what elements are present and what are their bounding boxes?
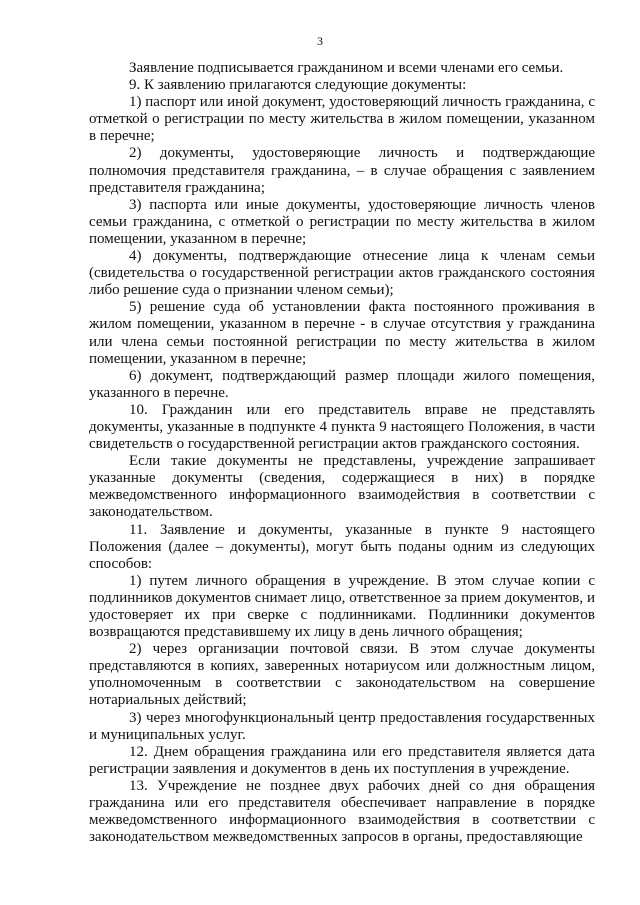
paragraph-item-10-note: Если такие документы не представлены, учреждение запрашивает указанные документы (сведения, содержащиеся в них) в порядке межведомственного информационного взаимодействия в соответствии с законодательством. — [89, 453, 595, 521]
paragraph-item-9-3: 3) паспорта или иные документы, удостоверяющие личность членов семьи гражданина, с отметкой о регистрации по месту жительства в жилом помещении, указанном в перечне; — [89, 196, 595, 247]
paragraph-item-12: 12. Днем обращения гражданина или его представителя является дата регистрации заявления и документов в день их поступления в учреждение. — [89, 743, 595, 777]
document-body — [89, 60, 595, 846]
paragraph-item-9: 9. К заявлению прилагаются следующие документы: — [129, 77, 467, 94]
paragraph-item-9-6: 6) документ, подтверждающий размер площади жилого помещения, указанного в перечне. — [89, 367, 595, 401]
paragraph-item-13: 13. Учреждение не позднее двух рабочих дней со дня обращения гражданина или его представителя обеспечивает направление в порядке межведомственного информационного взаимодействия в соответствии с законодательством межведомственных запросов в органы, предоставляющие — [89, 777, 595, 846]
paragraph-item-11-3: 3) через многофункциональный центр предоставления государственных и муниципальных услуг. — [89, 709, 595, 743]
paragraph-signature-note: Заявление подписывается гражданином и всеми членами его семьи. — [129, 60, 564, 76]
paragraph-item-11-2: 2) через организации почтовой связи. В этом случае документы представляются в копиях, заверенных нотариусом или должностным лицом, уполномоченным в соответствии с законодательством на совершение нотариальных действий; — [89, 641, 595, 709]
paragraph-item-11-1: 1) путем личного обращения в учреждение. В этом случае копии с подлинников документов снимает лицо, ответственное за прием документов, и удостоверяет их при сверке с подлинниками. Подлинники документов возвращаются представившему их лицу в день личного обращения; — [89, 572, 595, 641]
paragraph-item-9-2: 2) документы, удостоверяющие личность и подтверждающие полномочия представителя гражданина, – в случае обращения с заявлением представителя гражданина; — [89, 145, 595, 196]
paragraph-item-10: 10. Гражданин или его представитель вправе не представлять документы, указанные в подпункте 4 пункта 9 настоящего Положения, в части свидетельств о государственной регистрации актов гражданского состояния. — [89, 401, 595, 453]
paragraph-item-9-1: 1) паспорт или иной документ, удостоверяющий личность гражданина, с отметкой о регистрации по месту жительства в жилом помещении, указанном в перечне; — [89, 94, 595, 145]
paragraph-item-9-5: 5) решение суда об установлении факта постоянного проживания в жилом помещении, указанном в перечне - в случае отсутствия у гражданина или члена семьи постоянной регистрации по месту жительства в жилом помещении, указанном в перечне; — [89, 299, 595, 367]
paragraph-item-11: 11. Заявление и документы, указанные в пункте 9 настоящего Положения (далее – документы), могут быть поданы одним из следующих способов: — [89, 521, 595, 572]
paragraph-item-9-4: 4) документы, подтверждающие отнесение лица к членам семьи (свидетельства о государственной регистрации актов гражданского состояния либо решение суда о признании членом семьи); — [89, 248, 595, 299]
page-number: 3 — [317, 34, 323, 48]
